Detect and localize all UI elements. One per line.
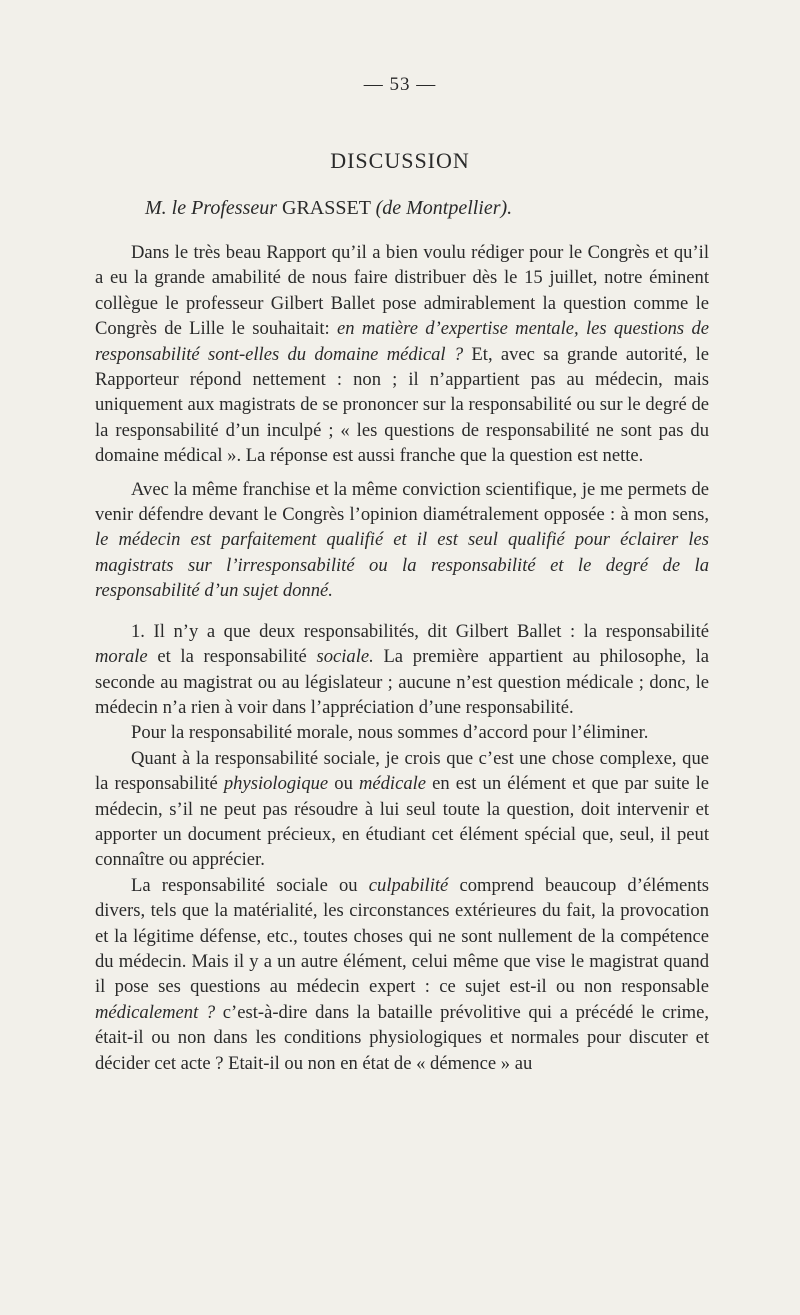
- text-run: 1. Il n’y a que deux responsabilités, dit Gilbert Ballet : la responsabilité: [131, 620, 709, 642]
- text-run: La première appartient au philosophe, la seconde au magistrat ou au législateur ; aucune n’est question médicale ; donc, le médecin n’a rien à voir dans l’appréciation d’une responsabilité.: [95, 646, 709, 718]
- speaker-name: GRASSET: [282, 197, 371, 219]
- section-title: DISCUSSION: [330, 148, 470, 173]
- body-text: [95, 240, 709, 1076]
- speaker-prefix: M. le Professeur: [145, 197, 278, 219]
- italic-run: culpabilité: [368, 874, 449, 896]
- speaker-place: (de Montpellier).: [375, 197, 513, 219]
- paragraph-6: [95, 873, 709, 1076]
- italic-run: en matière d’expertise mentale, les questions de responsabilité sont-elles du domaine médical ?: [95, 318, 709, 365]
- text-run: en est un élément et que par suite le médecin, s’il ne peut pas résoudre à lui seul toute la question, doit intervenir et apporter un document précieux, en étudiant cet élément spécial que, seul, il peut connaître ou apprécier.: [95, 773, 709, 871]
- paragraph-1: [95, 240, 709, 469]
- italic-run: médicale: [358, 773, 427, 795]
- italic-run: morale: [95, 646, 148, 668]
- italic-run: sociale.: [316, 646, 374, 668]
- speaker-line: [145, 197, 512, 220]
- text-run: Avec la même franchise et la même conviction scientifique, je me permets de venir défendre devant le Congrès l’opinion diamétralement opposée : à mon sens,: [95, 478, 709, 526]
- italic-run: physiologique: [223, 773, 329, 795]
- text-run: c’est-à-dire dans la bataille prévolitive qui a précédé le crime, était-il ou non dans les conditions physiologiques et normales pour discuter et décider cet acte ? Etait-il ou non en état de « démence » au: [95, 1001, 710, 1074]
- paragraph-4: [95, 720, 709, 745]
- text-run: La responsabilité sociale ou: [131, 874, 369, 896]
- text-run: ou: [328, 773, 359, 795]
- text-run: Et, avec sa grande autorité, le Rapporteur répond nettement : non ; il n’appartient pas au médecin, mais uniquement aux magistrats de se prononcer sur la responsabilité ou sur le degré de la responsabilité d’un inculpé ; « les questions de responsabilité ne sont pas du domaine médical ». La réponse est aussi franche que la question est nette.: [95, 343, 709, 467]
- text-run: Quant à la responsabilité sociale, je crois que c’est une chose complexe, que la responsabilité: [95, 747, 709, 795]
- text-run: comprend beaucoup d’éléments divers, tels que la matérialité, les circonstances extérieures du fait, la provocation et la légitime défense, etc., toutes choses qui ne sont nullement de la compétence du médecin. Mais il y a un autre élément, celui même que vise le magistrat quand il pose ses questions au médecin expert : ce sujet est-il ou non responsable: [95, 874, 709, 998]
- paragraph-5: [95, 746, 709, 873]
- paragraph-2: [95, 477, 709, 604]
- italic-run: le médecin est parfaitement qualifié et il est seul qualifié pour éclairer les magistrats sur l’irresponsabilité ou la responsabilité et le degré de la responsabilité d’un sujet donné.: [95, 529, 709, 602]
- text-run: et la responsabilité: [147, 646, 317, 668]
- page-number: — 53 —: [363, 74, 437, 95]
- text-run: Dans le très beau Rapport qu’il a bien voulu rédiger pour le Congrès et qu’il a eu la grande amabilité de nous faire distribuer dès le 15 juillet, notre éminent collègue le professeur Gilbert Ballet pose admirablement la question comme le Congrès de Lille le souhaitait:: [95, 242, 709, 340]
- paragraph-3: [95, 619, 709, 721]
- italic-run: médicalement ?: [95, 1001, 216, 1023]
- text-run: Pour la responsabilité morale, nous sommes d’accord pour l’éliminer.: [131, 722, 649, 744]
